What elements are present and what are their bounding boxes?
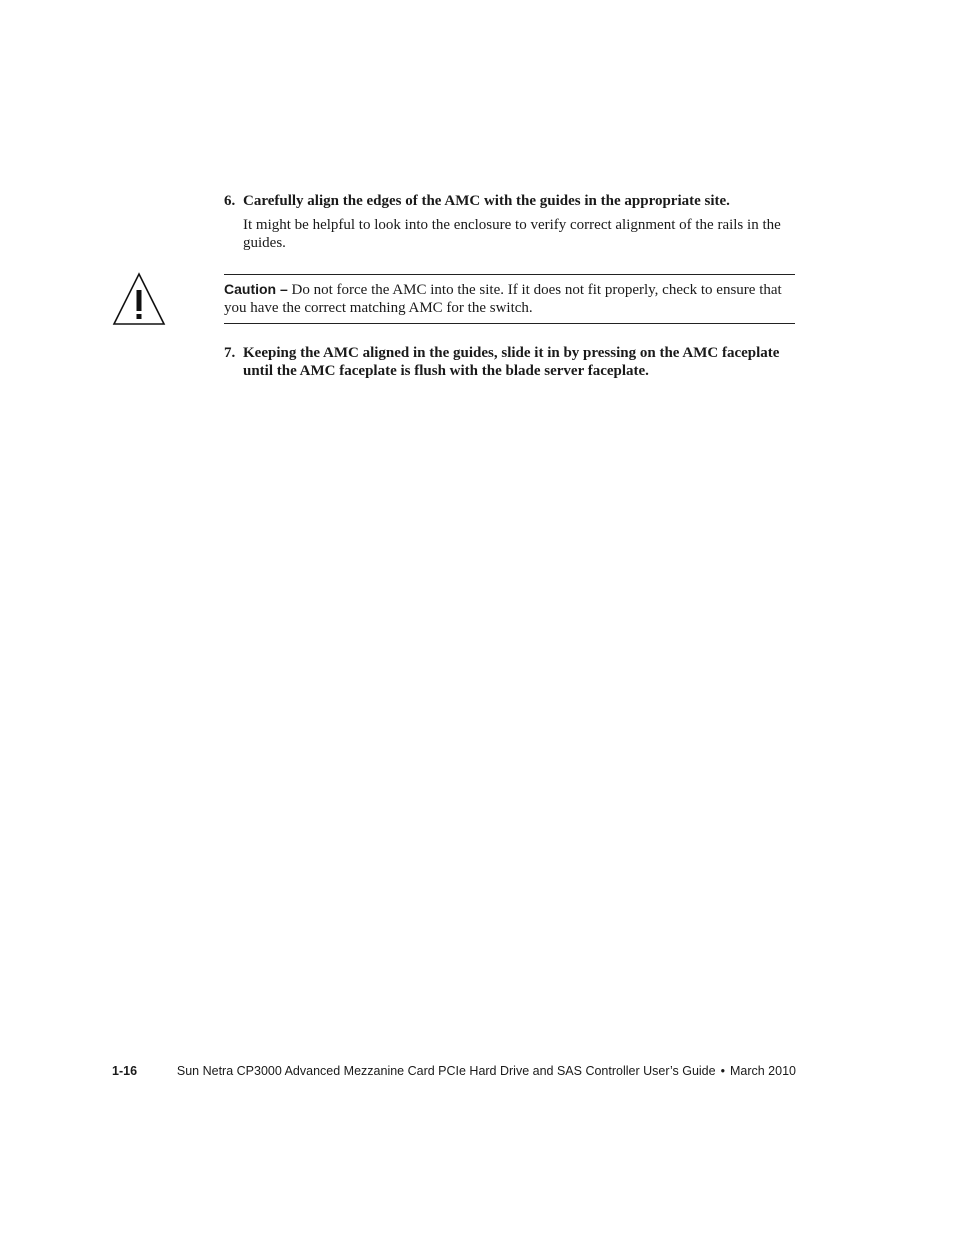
step-7 <box>224 344 799 380</box>
step-7-heading <box>224 344 799 380</box>
step-6-heading <box>224 192 799 210</box>
step-6-instruction: Carefully align the edges of the AMC with the guides in the appropriate site. <box>243 193 730 209</box>
footer-separator: • <box>720 1064 725 1078</box>
step-6-detail: It might be helpful to look into the enclosure to verify correct alignment of the rails in the guides. <box>243 217 781 251</box>
publication-date: March 2010 <box>729 1064 796 1078</box>
warning-triangle-icon <box>112 270 166 326</box>
document-title: Sun Netra CP3000 Advanced Mezzanine Card PCIe Hard Drive and SAS Controller User’s Guide <box>176 1064 716 1078</box>
step-6 <box>224 192 799 252</box>
step-7-instruction: Keeping the AMC aligned in the guides, slide it in by pressing on the AMC faceplate until the AMC faceplate is flush with the blade server faceplate. <box>243 345 780 379</box>
page-footer <box>112 1063 796 1079</box>
caution-message: Do not force the AMC into the site. If it does not fit properly, check to ensure that you have the correct matching AMC for the switch. <box>224 282 782 316</box>
caution-label: Caution – <box>224 281 288 297</box>
step-7-number: 7. <box>224 345 236 361</box>
caution-note <box>224 274 795 324</box>
page-number: 1-16 <box>112 1064 138 1078</box>
step-6-number: 6. <box>224 193 236 209</box>
footer-title-line <box>174 1063 796 1079</box>
caution-text-block <box>224 280 784 317</box>
